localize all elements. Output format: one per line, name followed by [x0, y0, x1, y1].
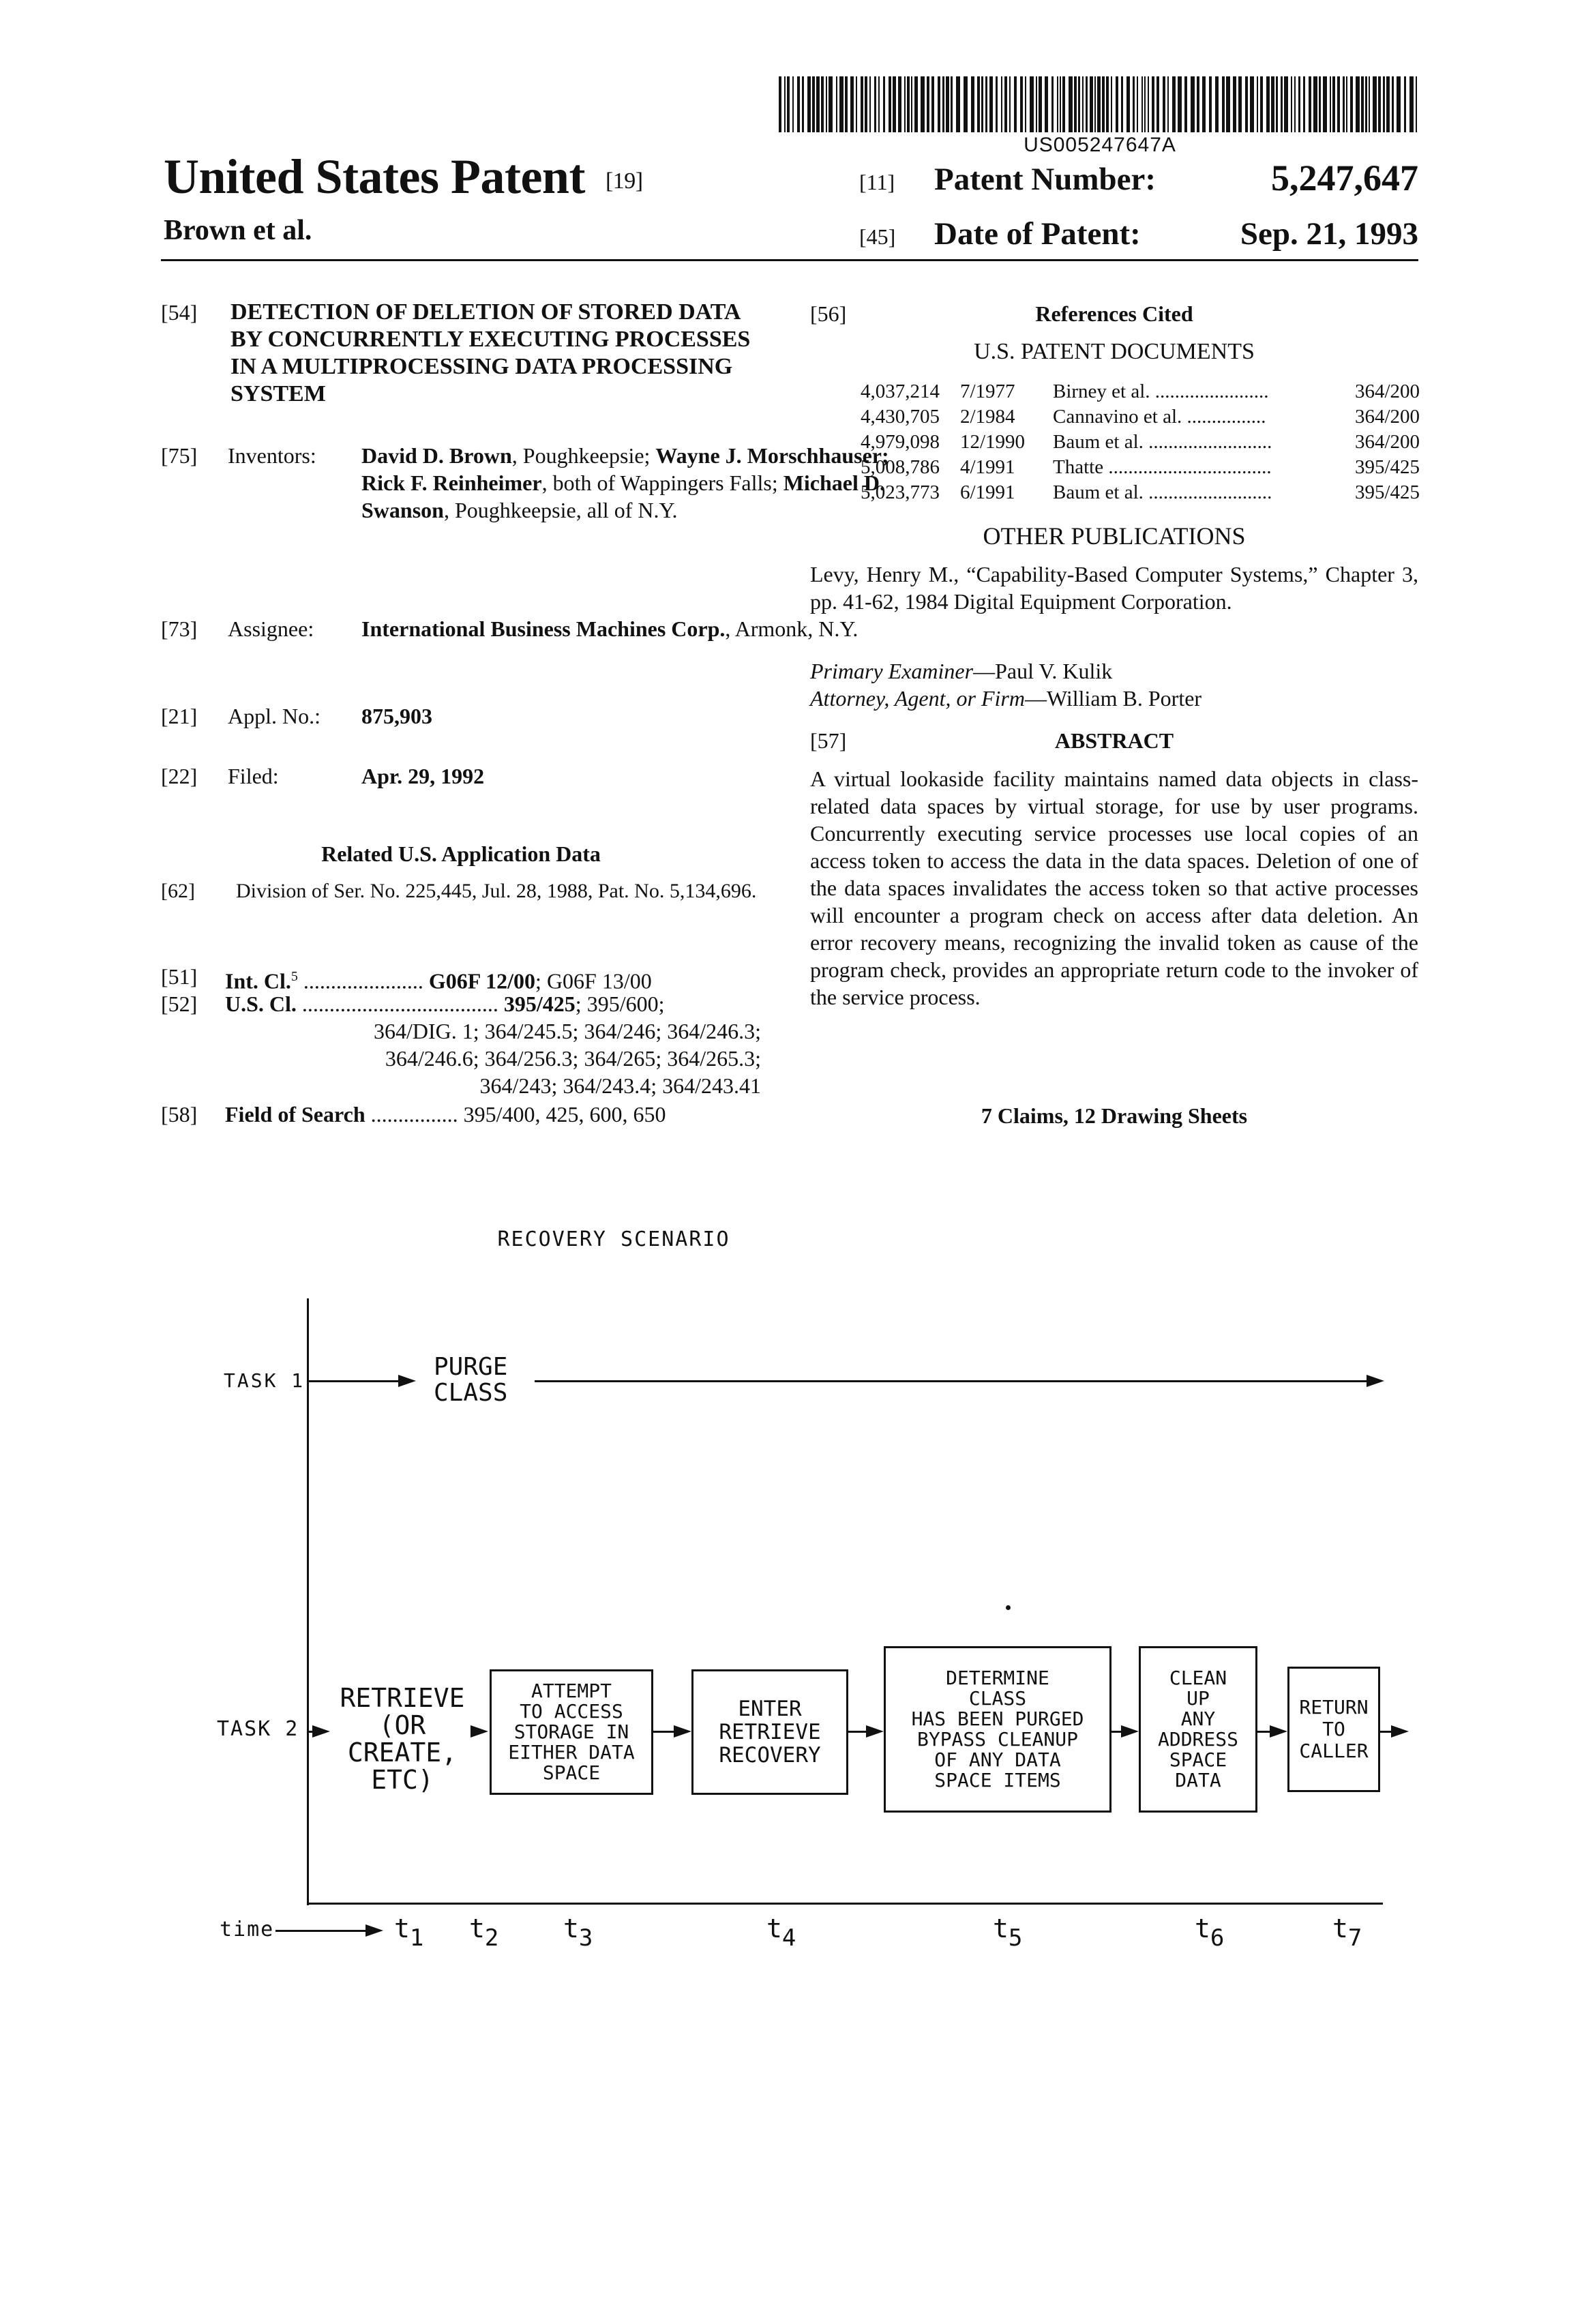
patent-number-row — [859, 158, 1418, 198]
filed-section — [161, 762, 761, 790]
barcode-bar — [1156, 76, 1159, 132]
abstract-code: [57] — [810, 728, 847, 753]
uscl-label: U.S. Cl. — [225, 992, 297, 1016]
tick-t1-index: 1 — [409, 1924, 424, 1952]
reference-dots: ....................... — [1150, 381, 1269, 402]
barcode-bar — [1025, 76, 1026, 132]
patent-number: 5,247,647 — [1271, 158, 1418, 198]
date-label: Date of Patent: — [934, 216, 1141, 252]
time-label: time — [220, 1918, 275, 1941]
inventor-short: Brown et al. — [164, 215, 312, 246]
tick-t6: $t_6$ — [1195, 1913, 1225, 1952]
barcode-bar — [1014, 76, 1017, 132]
field-section — [161, 1101, 761, 1128]
barcode-bar — [1284, 76, 1288, 132]
task1-timeline-arrowhead — [1367, 1375, 1384, 1387]
uscl-line: 364/246.6; 364/256.3; 364/265; 364/265.3; — [385, 1046, 761, 1071]
barcode-bar — [907, 76, 910, 132]
barcode-bar — [1257, 76, 1258, 132]
drawing-title: RECOVERY SCENARIO — [497, 1227, 730, 1251]
uscl-line: 364/243; 364/243.4; 364/243.41 — [479, 1073, 761, 1098]
reference-inventor: Thatte — [1053, 456, 1104, 478]
reference-inventor-cell — [1043, 379, 1331, 404]
uscl-code: [52] — [161, 992, 198, 1016]
barcode-bar — [807, 76, 811, 132]
uscl-more — [161, 1017, 761, 1099]
barcode-bar — [1266, 76, 1270, 132]
barcode-bar — [1094, 76, 1096, 132]
references-list — [861, 379, 1420, 505]
reference-inventor-cell — [1043, 480, 1331, 505]
time-axis-vertical — [307, 1298, 309, 1905]
assignee-section — [161, 615, 859, 670]
tick-t4: $t_4$ — [766, 1913, 796, 1952]
time-axis-horizontal — [307, 1903, 1383, 1905]
tick-t7: $t_7$ — [1332, 1913, 1362, 1952]
barcode-bar — [1202, 76, 1206, 132]
barcode-bar — [1222, 76, 1225, 132]
intcl-dots: ...................... — [297, 968, 423, 994]
barcode-bar — [1356, 76, 1360, 132]
barcode-bar — [1404, 76, 1406, 132]
tick-t2-index: 2 — [484, 1924, 499, 1952]
barcode-bar — [1365, 76, 1367, 132]
barcode-bar — [1319, 76, 1321, 132]
barcode-bar — [829, 76, 833, 132]
header-rule — [161, 259, 1418, 261]
filed-date: Apr. 29, 1992 — [361, 764, 485, 788]
barcode-bar — [792, 76, 794, 132]
barcode-bar — [802, 76, 804, 132]
tick-t1: $t_1$ — [394, 1913, 424, 1952]
task2-arrowhead-in — [312, 1725, 330, 1738]
barcode-bar — [971, 76, 974, 132]
barcode-bar — [889, 76, 891, 132]
inventors-list — [361, 442, 893, 524]
reference-row — [861, 455, 1420, 480]
barcode-bar — [977, 76, 980, 132]
barcode-bar — [1373, 76, 1377, 132]
reference-number: 5,023,773 — [861, 481, 940, 503]
barcode-bar — [865, 76, 867, 132]
barcode-bar — [1191, 76, 1195, 132]
reference-dots: ......................... — [1143, 431, 1272, 453]
barcode-bar — [1238, 76, 1242, 132]
barcode-bar — [1121, 76, 1123, 132]
attorney-name: —William B. Porter — [1024, 686, 1202, 711]
reference-inventor: Baum et al. — [1053, 431, 1144, 453]
barcode-bar — [1383, 76, 1385, 132]
inventor-name: David D. Brown — [361, 443, 512, 468]
reference-inventor: Birney et al. — [1053, 381, 1150, 402]
reference-date: 6/1991 — [960, 481, 1015, 503]
barcode-bar — [1337, 76, 1340, 132]
barcode-bar — [1148, 76, 1149, 132]
barcode-bar — [1260, 76, 1263, 132]
inventor-name: Michael D. Swanson — [361, 471, 885, 522]
tick-t3-index: 3 — [578, 1924, 593, 1952]
barcode-bar — [1350, 76, 1353, 132]
tick-t5-index: 5 — [1008, 1924, 1023, 1952]
assignee-name: International Business Machines Corp. — [361, 616, 726, 641]
barcode-bar — [878, 76, 880, 132]
arrow-to-clean — [1121, 1725, 1139, 1738]
barcode-bar — [1276, 76, 1278, 132]
attorney — [810, 685, 1418, 712]
barcode-bar — [1416, 76, 1417, 132]
barcode-bar — [826, 76, 827, 132]
inventors-section — [161, 442, 889, 578]
intcl-code: [51] — [161, 964, 198, 989]
appl-label: Appl. No.: — [228, 704, 320, 728]
barcode-bar — [1111, 76, 1112, 132]
reference-class: 364/200 — [1354, 431, 1420, 453]
intcl-primary: G06F 12/00 — [428, 968, 536, 994]
field-code: [58] — [161, 1102, 198, 1127]
barcode-bar — [1051, 76, 1054, 132]
step-attempt-access: ATTEMPT TO ACCESS STORAGE IN EITHER DATA SPACE — [490, 1669, 653, 1795]
barcode-bar — [1271, 76, 1274, 132]
references-table — [861, 379, 1420, 505]
barcode-bar — [784, 76, 786, 132]
barcode-number: US005247647A — [1024, 134, 1176, 156]
barcode-bar — [1323, 76, 1327, 132]
barcode-bar — [1141, 76, 1143, 132]
barcode-bar — [1386, 76, 1390, 132]
arrow-to-return — [1270, 1725, 1287, 1738]
barcode-bar — [821, 76, 824, 132]
inventor-name: Wayne J. Morschhauser; Rick F. Reinheimer — [361, 443, 889, 495]
primary-examiner — [810, 657, 1418, 685]
barcode-bar — [1086, 76, 1088, 132]
ink-dot — [1006, 1605, 1011, 1610]
barcode-bar — [1291, 76, 1292, 132]
filed-code: [22] — [161, 764, 198, 788]
barcode-bar — [1298, 76, 1300, 132]
barcode-bar — [1332, 76, 1335, 132]
arrow-to-determine — [866, 1725, 884, 1738]
reference-class: 395/425 — [1354, 481, 1420, 503]
title-section — [161, 299, 761, 415]
barcode-bar — [1343, 76, 1345, 132]
patent-header-title — [164, 149, 643, 205]
reference-class: 364/200 — [1354, 406, 1420, 428]
barcode-bar — [914, 76, 918, 132]
barcode-bar — [787, 76, 790, 132]
barcode-bar — [1233, 76, 1236, 132]
barcode-bar — [1215, 76, 1219, 132]
other-publication: Levy, Henry M., “Capability-Based Computer Systems,” Chapter 3, pp. 41-62, 1984 Digital Equipment Corporation. — [810, 562, 1418, 614]
barcode-bar — [931, 76, 934, 132]
barcode-bar — [1133, 76, 1135, 132]
barcode-bar — [989, 76, 993, 132]
reference-row — [861, 379, 1420, 404]
arrow-out — [1391, 1725, 1409, 1738]
barcode-bar — [1245, 76, 1248, 132]
reference-number: 4,037,214 — [861, 381, 940, 402]
reference-row — [861, 404, 1420, 430]
tick-t6-index: 6 — [1210, 1924, 1225, 1952]
barcode-bar — [1116, 76, 1118, 132]
barcode-bar — [1126, 76, 1130, 132]
barcode-bar — [996, 76, 998, 132]
other-pubs-heading: OTHER PUBLICATIONS — [983, 522, 1246, 550]
barcode-bar — [1062, 76, 1065, 132]
related-heading: Related U.S. Application Data — [321, 841, 601, 866]
step-enter-recovery: ENTER RETRIEVE RECOVERY — [691, 1669, 848, 1795]
us-docs-heading: U.S. PATENT DOCUMENTS — [974, 339, 1255, 364]
intcl-rest: ; G06F 13/00 — [535, 968, 652, 994]
abstract-text: A virtual lookaside facility maintains named data objects in class-related data spaces by virtual storage, for use by user programs. Concurrently executing service processes use local copies of an access token to access the data in the data spaces. Deletion of one of the data spaces invalidates the access token so that active processes will encounter a program check on access after data deletion. An error recovery means, recognizing the invalid token as cause of the program check, provides an appropriate return code to the invoker of the service process. — [810, 766, 1418, 1009]
arrow-to-attempt — [471, 1725, 488, 1738]
barcode-bar — [951, 76, 953, 132]
barcode-bar — [938, 76, 940, 132]
barcode-bar — [1281, 76, 1283, 132]
reference-inventor: Baum et al. — [1053, 481, 1144, 503]
appl-section — [161, 702, 761, 730]
barcode-bar — [812, 76, 815, 132]
reference-dots: ................................. — [1103, 456, 1272, 478]
uscl-line: 364/DIG. 1; 364/245.5; 364/246; 364/246.3; — [374, 1019, 761, 1043]
inventor-location: , Poughkeepsie; — [511, 443, 651, 468]
barcode-bar — [1378, 76, 1381, 132]
reference-inventor: Cannavino et al. — [1053, 406, 1182, 428]
patent-number-label: Patent Number: — [934, 162, 1156, 197]
barcode-bar — [816, 76, 820, 132]
barcode-bar — [1057, 76, 1058, 132]
references-header — [810, 300, 1418, 327]
barcode-bar — [964, 76, 968, 132]
barcode-bar — [839, 76, 844, 132]
invention-title: DETECTION OF DELETION OF STORED DATA BY CONCURRENTLY EXECUTING PROCESSES IN A MULTIPROCESSING DATA PROCESSING SYSTEM — [230, 299, 751, 406]
barcode-bar — [1309, 76, 1311, 132]
reference-date: 7/1977 — [960, 381, 1015, 402]
reference-inventor-cell — [1043, 430, 1331, 455]
reference-inventor-cell — [1043, 455, 1331, 480]
barcode-bar — [1167, 76, 1169, 132]
reference-class: 395/425 — [1354, 456, 1420, 478]
reference-dots: ................ — [1182, 406, 1266, 428]
barcode-bar — [911, 76, 912, 132]
step-determine-class: DETERMINE CLASS HAS BEEN PURGED BYPASS CLEANUP OF ANY DATA SPACE ITEMS — [884, 1646, 1111, 1813]
barcode-bar — [927, 76, 929, 132]
barcode-bar — [1030, 76, 1034, 132]
barcode-bar — [904, 76, 906, 132]
references-heading: References Cited — [1035, 301, 1193, 326]
inventor-location: , both of Wappingers Falls; — [541, 471, 778, 495]
primary-examiner-label: Primary Examiner — [810, 659, 974, 683]
barcode-bar — [942, 76, 944, 132]
barcode-bar — [956, 76, 960, 132]
tick-t3: $t_3$ — [563, 1913, 593, 1952]
abstract-heading: ABSTRACT — [1054, 728, 1174, 753]
assignee-location: , Armonk, N.Y. — [725, 616, 859, 641]
appl-code: [21] — [161, 704, 198, 728]
assignee-code: [73] — [161, 616, 198, 641]
barcode-bar — [861, 76, 863, 132]
reference-inventor-cell — [1043, 404, 1331, 430]
barcode-bar — [779, 76, 781, 132]
patent-number-code: [11] — [859, 170, 895, 194]
uscl-primary: 395/425 — [503, 992, 576, 1016]
barcode-bar — [1060, 76, 1061, 132]
barcode-bar — [836, 76, 837, 132]
intcl-edition: 5 — [290, 969, 298, 984]
tick-t4-index: 4 — [781, 1924, 796, 1952]
tick-t2: $t_2$ — [469, 1913, 499, 1952]
barcode-bar — [1009, 76, 1011, 132]
barcode-bar — [1209, 76, 1212, 132]
barcode-bar — [874, 76, 876, 132]
barcode-bar — [856, 76, 857, 132]
barcode-bar — [1097, 76, 1101, 132]
field-dots: ................ — [365, 1102, 458, 1127]
task2-label: TASK 2 — [217, 1717, 299, 1741]
barcode-bar — [1197, 76, 1199, 132]
barcode-bar — [1078, 76, 1080, 132]
appl-number: 875,903 — [361, 704, 432, 728]
reference-row — [861, 480, 1420, 505]
title-code: [19] — [605, 168, 643, 194]
barcode-bar — [946, 76, 949, 132]
barcode-bar — [1392, 76, 1394, 132]
time-arrowhead — [365, 1924, 383, 1937]
step-return: RETURN TO CALLER — [1287, 1667, 1380, 1792]
barcode-bar — [1313, 76, 1317, 132]
uscl-dots: .................................... — [296, 992, 498, 1016]
barcode-bar — [921, 76, 925, 132]
barcode-bar — [1090, 76, 1093, 132]
field-label: Field of Search — [225, 1102, 365, 1127]
reference-row — [861, 430, 1420, 455]
barcode-bar — [898, 76, 901, 132]
task1-label: TASK 1 — [224, 1369, 305, 1392]
barcode-bar — [883, 76, 885, 132]
barcode — [779, 76, 1421, 132]
inventors-label: Inventors: — [228, 443, 316, 468]
field-value: 395/400, 425, 600, 650 — [463, 1102, 666, 1127]
inventor-location: , Poughkeepsie, all of N.Y. — [443, 498, 678, 522]
reference-dots: ......................... — [1143, 481, 1272, 503]
date-code: [45] — [859, 224, 896, 249]
barcode-bar — [1074, 76, 1077, 132]
barcode-bar — [1397, 76, 1401, 132]
barcode-bar — [1152, 76, 1154, 132]
time-arrow-line — [275, 1930, 371, 1932]
barcode-bar — [869, 76, 871, 132]
reference-number: 5,008,786 — [861, 456, 940, 478]
barcode-bar — [1137, 76, 1138, 132]
barcode-bar — [985, 76, 987, 132]
barcode-bar — [1069, 76, 1073, 132]
barcode-bar — [1039, 76, 1042, 132]
step-clean-up: CLEAN UP ANY ADDRESS SPACE DATA — [1139, 1646, 1257, 1813]
intcl-section — [161, 963, 761, 994]
patent-date: Sep. 21, 1993 — [1240, 216, 1418, 252]
division-text: Division of Ser. No. 225,445, Jul. 28, 1988, Pat. No. 5,134,696. — [236, 880, 757, 902]
tick-t7-index: 7 — [1347, 1924, 1362, 1952]
barcode-bar — [1303, 76, 1305, 132]
barcode-bar — [1163, 76, 1165, 132]
date-row — [859, 215, 1418, 252]
arrow-to-enter — [674, 1725, 691, 1738]
intcl-label: Int. Cl. — [225, 968, 291, 994]
uscl-rest: ; 395/600; — [575, 992, 665, 1016]
examiners — [810, 657, 1418, 712]
barcode-bar — [1001, 76, 1002, 132]
barcode-bar — [1369, 76, 1370, 132]
references-code: [56] — [810, 301, 847, 326]
attorney-label: Attorney, Agent, or Firm — [810, 686, 1025, 711]
filed-label: Filed: — [228, 764, 279, 788]
barcode-bar — [1361, 76, 1364, 132]
barcode-bar — [1346, 76, 1347, 132]
barcode-bar — [1330, 76, 1331, 132]
barcode-bar — [845, 76, 848, 132]
barcode-bar — [1178, 76, 1182, 132]
abstract-header — [810, 727, 1418, 754]
uscl-section — [161, 990, 761, 1099]
reference-class: 364/200 — [1354, 381, 1420, 402]
reference-date: 2/1984 — [960, 406, 1015, 428]
barcode-bar — [850, 76, 854, 132]
primary-examiner-name: —Paul V. Kulik — [973, 659, 1113, 683]
inventors-code: [75] — [161, 443, 198, 468]
barcode-bar — [981, 76, 983, 132]
reference-date: 4/1991 — [960, 456, 1015, 478]
assignee-label: Assignee: — [228, 616, 314, 641]
barcode-bar — [1082, 76, 1084, 132]
barcode-bar — [797, 76, 800, 132]
barcode-bar — [1004, 76, 1007, 132]
reference-number: 4,430,705 — [861, 406, 940, 428]
title-code-54: [54] — [161, 300, 198, 325]
reference-date: 12/1990 — [960, 431, 1026, 453]
reference-number: 4,979,098 — [861, 431, 940, 453]
tick-t5: $t_5$ — [993, 1913, 1023, 1952]
barcode-bar — [1409, 76, 1414, 132]
barcode-bar — [1045, 76, 1048, 132]
step-retrieve: RETRIEVE (OR CREATE, ETC) — [340, 1683, 465, 1795]
barcode-bar — [1102, 76, 1105, 132]
division-code: [62] — [161, 880, 195, 902]
division-section — [161, 878, 761, 933]
task1-arrowhead — [398, 1375, 416, 1387]
barcode-bar — [1036, 76, 1037, 132]
claims-count: 7 Claims, 12 Drawing Sheets — [981, 1103, 1248, 1128]
task1-timeline — [535, 1380, 1377, 1382]
task1-action: PURGE CLASS — [434, 1353, 508, 1407]
barcode-bar — [1294, 76, 1296, 132]
barcode-bar — [1226, 76, 1230, 132]
task1-arrow-line — [307, 1380, 398, 1382]
barcode-bar — [1106, 76, 1109, 132]
barcode-bar — [893, 76, 896, 132]
patent-title-text: United States Patent — [164, 149, 585, 204]
barcode-bar — [1144, 76, 1146, 132]
barcode-bar — [1184, 76, 1187, 132]
barcode-bar — [1250, 76, 1254, 132]
barcode-bar — [1020, 76, 1023, 132]
barcode-bar — [1172, 76, 1176, 132]
